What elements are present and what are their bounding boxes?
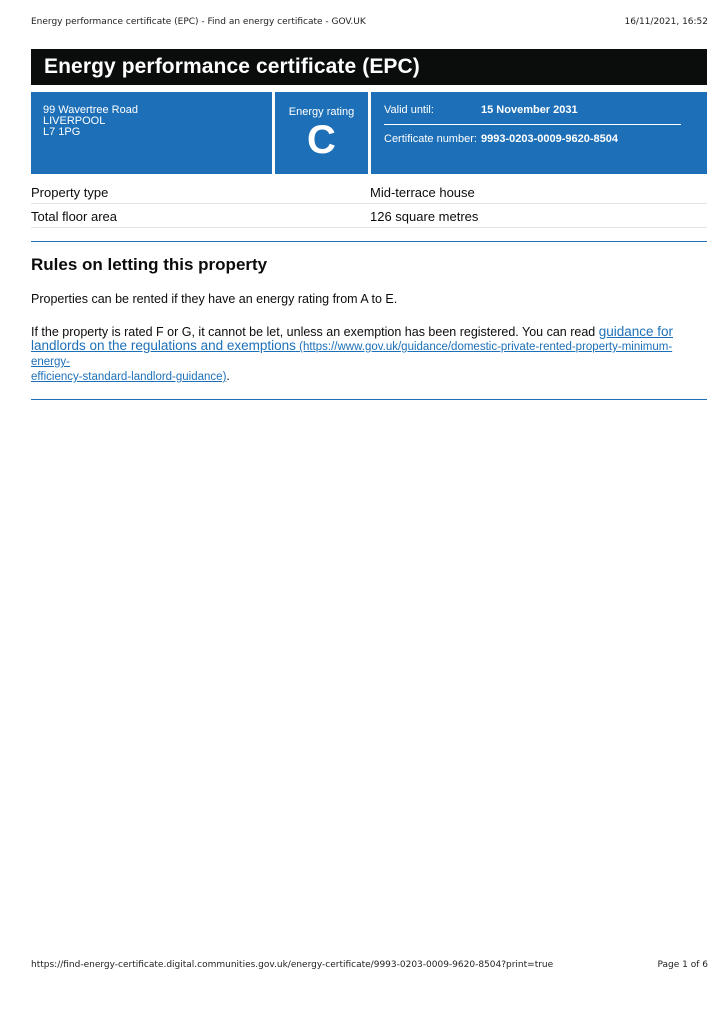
- rules-heading: Rules on letting this property: [31, 255, 268, 274]
- address-block: [43, 105, 138, 138]
- certificate-number-row: [384, 133, 704, 145]
- energy-rating-value: C: [307, 118, 336, 162]
- address-panel: [31, 92, 272, 174]
- valid-until-value: 15 November 2031: [481, 104, 578, 116]
- floor-area-row: [31, 205, 707, 228]
- rules-paragraph-2: [31, 325, 707, 384]
- energy-rating-panel: [275, 92, 368, 174]
- address-line-2: LIVERPOOL: [43, 115, 106, 127]
- certificate-panel: [371, 92, 707, 174]
- print-header-datetime: 16/11/2021, 16:52: [624, 17, 708, 27]
- guidance-link[interactable]: guidance for: [598, 324, 674, 339]
- floor-area-value: 126 square metres: [370, 209, 479, 224]
- property-type-value: Mid-terrace house: [370, 185, 475, 200]
- page-title: Energy performance certificate (EPC): [44, 55, 420, 78]
- floor-area-label: Total floor area: [31, 209, 117, 224]
- print-header-title: Energy performance certificate (EPC) - Find an energy certificate - GOV.UK: [31, 17, 366, 27]
- certificate-number-value: 9993-0203-0009-9620-8504: [481, 133, 619, 145]
- property-type-row: [31, 181, 707, 204]
- print-footer-page: Page 1 of 6: [657, 960, 708, 970]
- guidance-url[interactable]: (https://www.gov.uk/guidance/domestic-private-rented-property-minimum-energy-: [31, 341, 673, 368]
- address-postcode: L7 1PG: [43, 126, 81, 138]
- page-title-bar: [31, 49, 707, 85]
- guidance-link-continued[interactable]: landlords on the regulations and exemptions: [31, 338, 296, 353]
- guidance-url-continued[interactable]: efficiency-standard-landlord-guidance): [31, 371, 227, 383]
- certificate-divider: [384, 124, 681, 125]
- print-footer-url: https://find-energy-certificate.digital.communities.gov.uk/energy-certificate/9993-0203-0009-9620-8504?print=true: [31, 960, 554, 970]
- section-divider-bottom: [31, 399, 707, 400]
- property-type-label: Property type: [31, 185, 109, 200]
- section-divider-top: [31, 241, 707, 242]
- rules-paragraph-2-end: .: [226, 369, 230, 383]
- rules-paragraph-1: Properties can be rented if they have an energy rating from A to E.: [31, 292, 398, 306]
- certificate-number-label: Certificate number:: [384, 133, 477, 145]
- address-line-1: 99 Wavertree Road: [43, 104, 138, 116]
- valid-until-label: Valid until:: [384, 104, 434, 116]
- rules-paragraph-2-text: If the property is rated F or G, it cannot be let, unless an exemption has been registered. You can read: [31, 325, 599, 339]
- energy-rating-label: Energy rating: [288, 106, 355, 118]
- valid-until-row: [384, 104, 684, 116]
